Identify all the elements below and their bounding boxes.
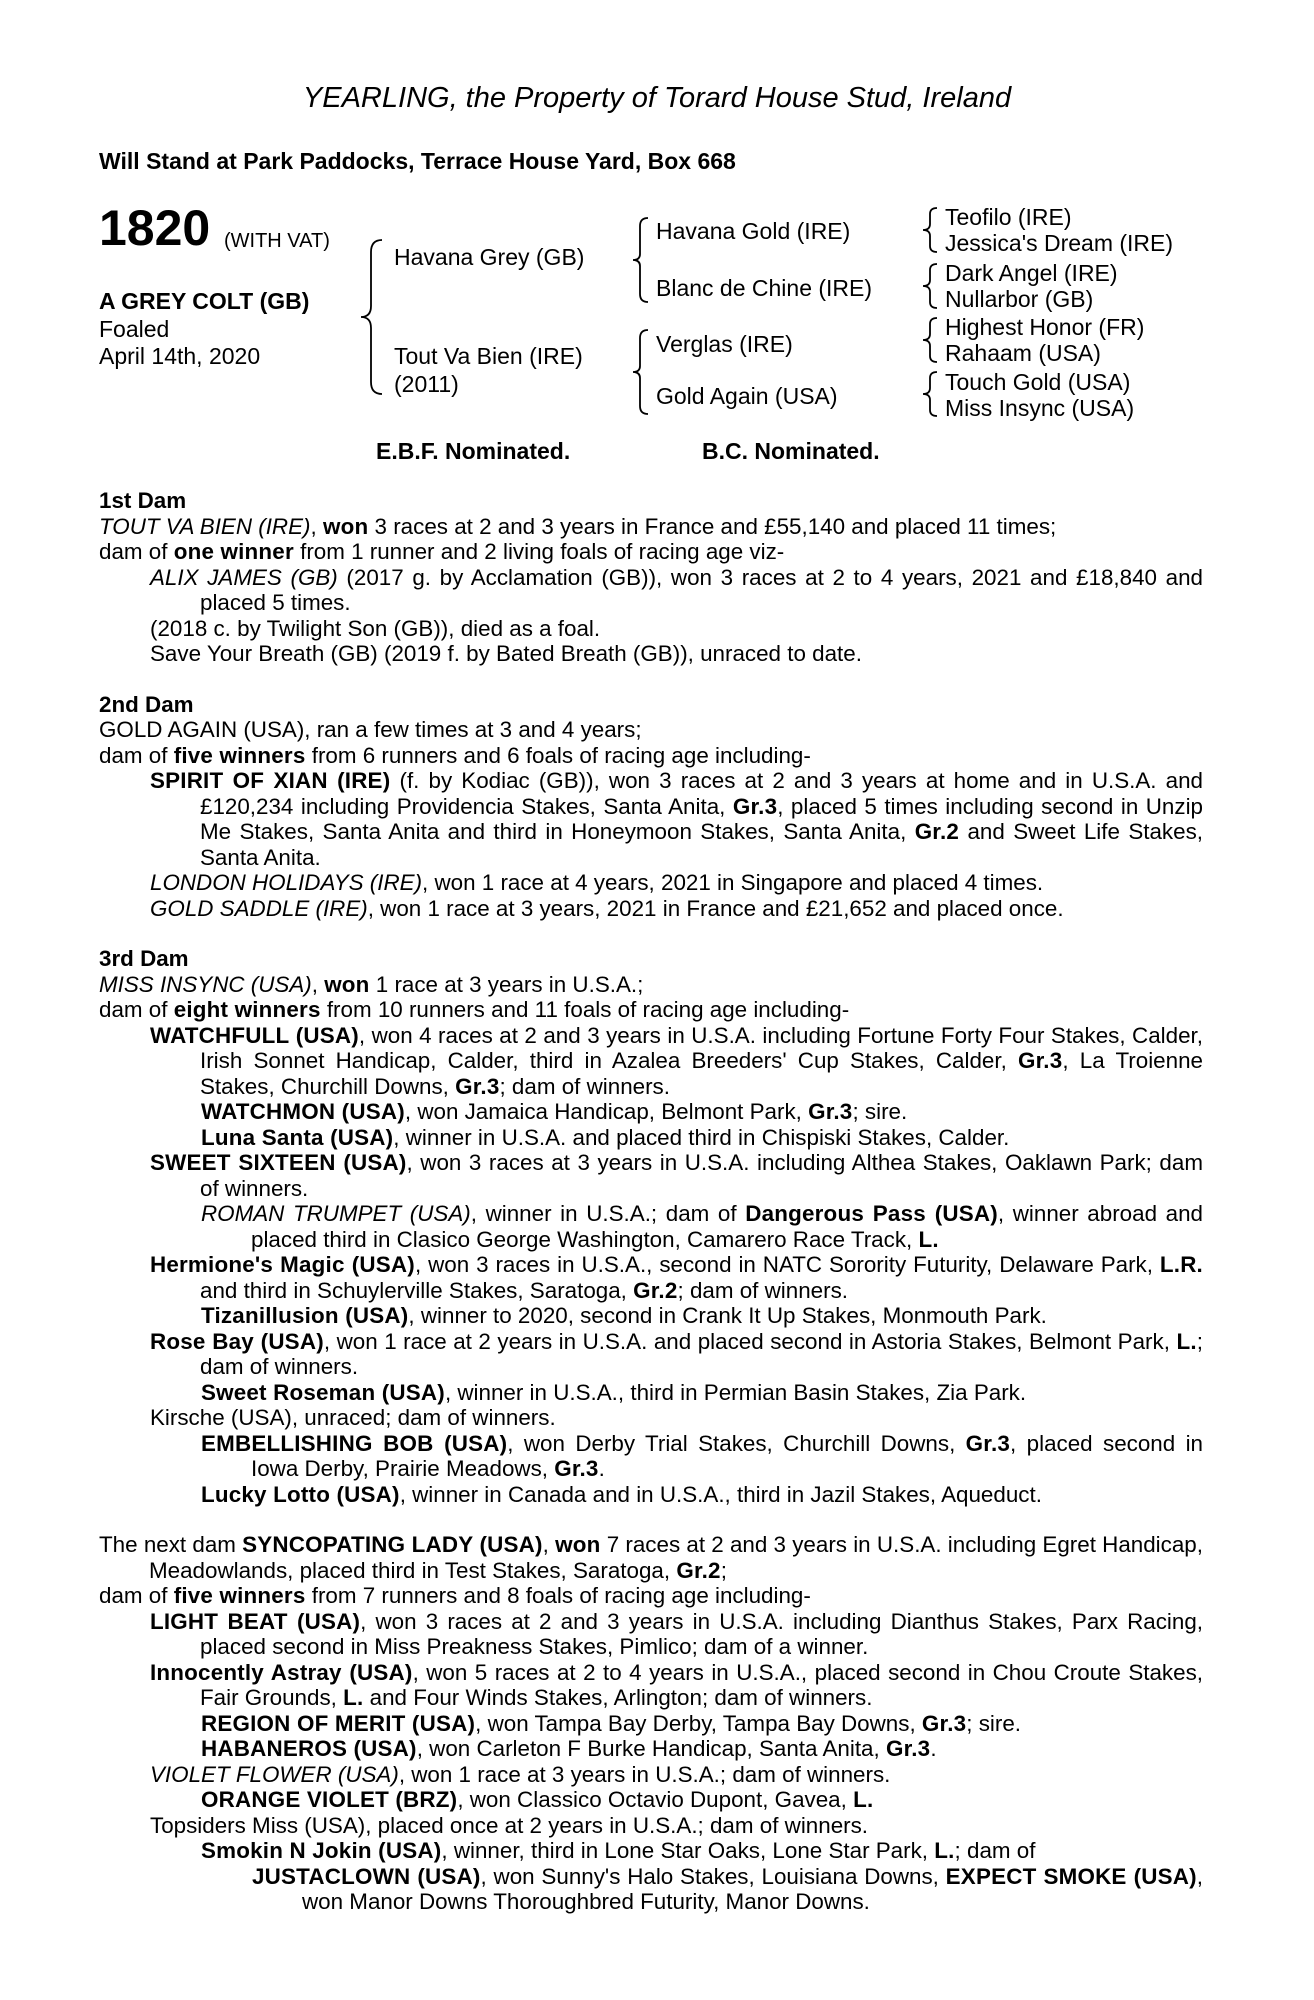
bold-text: SYNCOPATING LADY (USA) (242, 1532, 543, 1557)
entry-text: , won 4 races at 2 and 3 years in U.S.A. including Fortune Forty Four Stakes, Calder, Irish Sonnet Handicap, Calder, third in Azalea Breeders' Cup Stakes, Calder, (200, 1022, 1203, 1073)
vat-note: (WITH VAT) (224, 230, 330, 252)
entry-text: from 7 runners and 8 foals of racing age including- (305, 1583, 811, 1608)
entry-text: ; dam of winners. (499, 1073, 670, 1099)
pedigree-dam-dam: Gold Again (USA) (656, 383, 838, 409)
pedigree-ddd: Miss Insync (USA) (945, 395, 1135, 421)
entry-text: 1 race at 3 years in U.S.A.; (369, 971, 644, 997)
bold-text: one winner (173, 539, 294, 564)
bold-text: JUSTACLOWN (USA) (252, 1863, 481, 1889)
entry-text: , won 3 races in U.S.A., second in NATC Sorority Futurity, Delaware Park, (414, 1252, 1160, 1277)
pedigree-entry (99, 539, 1203, 565)
entry-text: ; sire. (966, 1710, 1022, 1736)
pedigree-entry (99, 997, 1203, 1023)
italic-text: VIOLET FLOWER (USA) (150, 1761, 399, 1787)
entry-text: and Sweet Life Stakes, Santa Anita. (200, 819, 1203, 870)
pedigree-sss: Teofilo (IRE) (945, 204, 1072, 230)
foaled-label: Foaled (99, 316, 170, 342)
pedigree-entry (99, 1787, 1203, 1813)
entry-text: Save Your Breath (GB) (2019 f. by Bated Breath (GB)), unraced to date. (150, 641, 862, 666)
bold-text: Gr.3 (1018, 1048, 1063, 1073)
pedigree-entry (99, 1660, 1203, 1711)
pedigree-entry (99, 972, 1203, 998)
bold-text: Rose Bay (USA) (150, 1328, 324, 1354)
entry-text: , won 1 race at 3 years, 2021 in France and £21,652 and placed once. (367, 895, 1064, 921)
bold-text: five winners (173, 1583, 306, 1608)
pedigree-entry (99, 1431, 1203, 1482)
bold-text: L. (343, 1685, 364, 1710)
pedigree-entry (99, 1864, 1203, 1915)
entry-text: , winner in U.S.A. and placed third in Chispiski Stakes, Calder. (393, 1124, 1010, 1150)
page-title: YEARLING, the Property of Torard House Stud, Ireland (302, 82, 1012, 114)
section-title: 2nd Dam (99, 691, 194, 717)
lot-number: 1820 (99, 200, 211, 256)
pedigree-brace-main (356, 238, 386, 396)
bold-text: L. (918, 1226, 939, 1252)
pedigree-sire-sire: Havana Gold (IRE) (656, 218, 851, 244)
italic-text: LONDON HOLIDAYS (IRE) (150, 870, 423, 895)
pedigree-entry (99, 1609, 1203, 1660)
bold-text: Sweet Roseman (USA) (201, 1379, 445, 1405)
pedigree-dss: Highest Honor (FR) (945, 314, 1145, 340)
entry-text: Topsiders Miss (USA), placed once at 2 years in U.S.A.; dam of winners. (150, 1812, 869, 1838)
pedigree-entry (99, 1762, 1203, 1788)
bold-text: Gr.3 (455, 1073, 500, 1099)
pedigree-entry (99, 1838, 1203, 1864)
pedigree-sire-dam: Blanc de Chine (IRE) (656, 275, 873, 301)
pedigree-ssd: Jessica's Dream (IRE) (945, 230, 1174, 256)
entry-text: dam of (99, 742, 174, 768)
bold-text: L.R. (1159, 1252, 1203, 1277)
pedigree-dsd: Rahaam (USA) (945, 340, 1101, 366)
pedigree-entry (99, 1532, 1203, 1583)
bold-text: Hermione's Magic (USA) (150, 1252, 415, 1277)
bold-text: SPIRIT OF XIAN (IRE) (150, 768, 391, 793)
entry-text: , won Jamaica Handicap, Belmont Park, (404, 1099, 809, 1124)
bold-text: Lucky Lotto (USA) (201, 1481, 400, 1507)
entry-text: and Four Winds Stakes, Arlington; dam of winners. (363, 1685, 873, 1710)
pedigree-entry (99, 1711, 1203, 1737)
dam-section (99, 1532, 1203, 1915)
entry-text: , won Derby Trial Stakes, Churchill Downs, (507, 1430, 966, 1456)
pedigree-entry (99, 1099, 1203, 1125)
entry-text: , (542, 1532, 556, 1557)
foaled-info (99, 316, 260, 370)
pedigree-sds: Dark Angel (IRE) (945, 260, 1118, 286)
pedigree-entry (99, 896, 1203, 922)
bold-text: LIGHT BEAT (USA) (150, 1608, 361, 1634)
entry-text: , winner in U.S.A., third in Permian Basin Stakes, Zia Park. (444, 1379, 1027, 1405)
pedigree-entry (99, 1482, 1203, 1508)
entry-text: , (311, 971, 325, 997)
entry-text: , winner in Canada and in U.S.A., third in Jazil Stakes, Aqueduct. (399, 1481, 1042, 1507)
entry-text: , placed 5 times including second in Unzip Me Stakes, Santa Anita and third in Honeymoon Stakes, Santa Anita, (200, 793, 1204, 844)
pedigree-sire: Havana Grey (GB) (394, 244, 585, 270)
bc-nomination: B.C. Nominated. (702, 438, 880, 464)
pedigree-entry (99, 1329, 1203, 1380)
pedigree-entry (99, 1380, 1203, 1406)
entry-text: , won Tampa Bay Derby, Tampa Bay Downs, (475, 1710, 922, 1736)
lot-description: A GREY COLT (GB) (99, 288, 310, 314)
bold-text: EXPECT SMOKE (USA) (945, 1863, 1197, 1889)
bold-text: L. (934, 1838, 955, 1863)
bold-text: REGION OF MERIT (USA) (201, 1710, 476, 1736)
entry-text: (2017 g. by Acclamation (GB)), won 3 races at 2 to 4 years, 2021 and £18,840 and placed 5 times. (200, 564, 1203, 615)
entry-text: , winner, third in Lone Star Oaks, Lone Star Park, (441, 1838, 935, 1863)
bold-text: WATCHMON (USA) (201, 1099, 405, 1124)
bold-text: Gr.2 (633, 1277, 678, 1303)
pedigree-dam-year: (2011) (394, 371, 459, 397)
entry-text: Kirsche (USA), unraced; dam of winners. (150, 1405, 556, 1430)
pedigree-entry (99, 616, 1203, 642)
bold-text: Gr.3 (965, 1430, 1011, 1456)
bold-text: ORANGE VIOLET (BRZ) (201, 1787, 458, 1812)
pedigree-entry (99, 743, 1203, 769)
pedigree-entry (99, 514, 1203, 540)
bold-text: L. (853, 1787, 874, 1812)
entry-text: (f. by Kodiac (GB)), won 3 races at 2 and 3 years at home and in U.S.A. and £120,234 including Providencia Stakes, Santa Anita, (200, 768, 1203, 819)
pedigree-entry (99, 1252, 1203, 1303)
entry-text: , winner to 2020, second in Crank It Up Stakes, Monmouth Park. (408, 1303, 1047, 1328)
dam-sections (99, 488, 1203, 1940)
pedigree-brace-ds (920, 316, 940, 364)
italic-text: ALIX JAMES (GB) (150, 564, 338, 590)
pedigree-brace-sire (629, 216, 651, 304)
pedigree-sdd: Nullarbor (GB) (945, 286, 1094, 312)
bold-text: Innocently Astray (USA) (150, 1659, 413, 1685)
dam-section (99, 488, 1203, 667)
bold-text: Gr.2 (676, 1557, 721, 1583)
bold-text: Smokin N Jokin (USA) (201, 1838, 442, 1863)
bold-text: eight winners (173, 997, 321, 1022)
bold-text: Gr.3 (732, 793, 778, 819)
bold-text: Dangerous Pass (USA) (745, 1201, 998, 1226)
pedigree-entry (99, 1023, 1203, 1100)
entry-text: , La Troienne Stakes, Churchill Downs, (200, 1048, 1203, 1099)
bold-text: EMBELLISHING BOB (USA) (201, 1430, 508, 1456)
pedigree-entry (99, 768, 1203, 870)
entry-text: , won 1 race at 2 years in U.S.A. and placed second in Astoria Stakes, Belmont Park, (323, 1328, 1177, 1354)
bold-text: Tizanillusion (USA) (201, 1303, 409, 1328)
pedigree-entry (99, 1736, 1203, 1762)
pedigree-entry (99, 717, 1203, 743)
entry-text: 7 races at 2 and 3 years in U.S.A. including Egret Handicap, Meadowlands, placed third in Test Stakes, Saratoga, (149, 1532, 1203, 1583)
entry-text: , won 1 race at 4 years, 2021 in Singapore and placed 4 times. (422, 870, 1044, 895)
bold-text: SWEET SIXTEEN (USA) (150, 1150, 407, 1175)
stand-location: Will Stand at Park Paddocks, Terrace House Yard, Box 668 (99, 148, 736, 174)
entry-text: and third in Schuylerville Stakes, Saratoga, (200, 1277, 634, 1303)
ebf-nomination: E.B.F. Nominated. (376, 438, 571, 464)
entry-text: . (930, 1736, 937, 1761)
entry-text: , won 3 races at 3 years in U.S.A. including Althea Stakes, Oaklawn Park; dam of winners. (200, 1150, 1203, 1201)
dam-section (99, 692, 1203, 922)
pedigree-entry (99, 1583, 1203, 1609)
bold-text: Luna Santa (USA) (201, 1124, 394, 1150)
entry-text: from 1 runner and 2 living foals of racing age viz- (293, 539, 785, 564)
italic-text: GOLD SADDLE (IRE) (150, 895, 368, 921)
pedigree-entry (99, 870, 1203, 896)
pedigree-entry (99, 565, 1203, 616)
pedigree-dam: Tout Va Bien (IRE) (394, 343, 583, 369)
pedigree-brace-ss (920, 206, 940, 254)
bold-text: Gr.3 (808, 1099, 853, 1124)
bold-text: won (324, 971, 370, 997)
section-title: 3rd Dam (99, 946, 189, 971)
bold-text: Gr.3 (885, 1736, 931, 1761)
bold-text: Gr.3 (921, 1710, 967, 1736)
foaled-date: April 14th, 2020 (99, 343, 261, 369)
entry-text: , won 1 race at 3 years in U.S.A.; dam of winners. (398, 1761, 891, 1787)
entry-text: from 10 runners and 11 foals of racing age including- (320, 997, 850, 1022)
entry-text: The next dam (99, 1532, 243, 1557)
entry-text: . (598, 1456, 605, 1481)
entry-text: , won 3 races at 2 and 3 years in U.S.A. including Dianthus Stakes, Parx Racing, placed second in Miss Preakness Stakes, Pimlico; dam of a winner. (200, 1608, 1204, 1659)
entry-text: , won Classico Octavio Dupont, Gavea, (457, 1787, 854, 1812)
bold-text: Gr.3 (554, 1456, 599, 1481)
pedigree-dds: Touch Gold (USA) (945, 369, 1131, 395)
entry-text: ; (720, 1557, 727, 1583)
bold-text: won (555, 1532, 601, 1557)
italic-text: ROMAN TRUMPET (USA) (201, 1201, 471, 1226)
bold-text: WATCHFULL (USA) (150, 1022, 359, 1048)
entry-text: (2018 c. by Twilight Son (GB)), died as a foal. (150, 615, 601, 641)
pedigree-entry (99, 1150, 1203, 1201)
pedigree-brace-dam (629, 328, 651, 416)
entry-text: , won Sunny's Halo Stakes, Louisiana Downs, (480, 1863, 946, 1889)
entry-text: ; dam of winners. (677, 1277, 848, 1303)
italic-text: MISS INSYNC (USA) (99, 971, 312, 997)
entry-text: , winner abroad and placed third in Clasico George Washington, Camarero Race Track, (251, 1201, 1203, 1252)
pedigree-brace-dd (920, 370, 940, 418)
bold-text: L. (1176, 1328, 1197, 1354)
pedigree-entry (99, 1813, 1203, 1839)
italic-text: TOUT VA BIEN (IRE) (99, 513, 311, 539)
entry-text: , won Manor Downs Thoroughbred Futurity, Manor Downs. (302, 1863, 1204, 1914)
entry-text: , won 5 races at 2 to 4 years in U.S.A., placed second in Chou Croute Stakes, Fair Grounds, (200, 1659, 1203, 1710)
entry-text: ; dam of winners. (200, 1328, 1203, 1379)
pedigree-dam-sire: Verglas (IRE) (656, 331, 793, 357)
dam-section (99, 946, 1203, 1507)
bold-text: won (322, 513, 369, 539)
entry-text: from 6 runners and 6 foals of racing age including- (305, 742, 811, 768)
pedigree-entry (99, 1405, 1203, 1431)
pedigree-brace-sd (920, 262, 940, 310)
pedigree-entry (99, 1125, 1203, 1151)
entry-text: ; sire. (852, 1099, 908, 1124)
entry-text: GOLD AGAIN (USA), ran a few times at 3 and 4 years; (99, 717, 642, 742)
entry-text: , placed second in Iowa Derby, Prairie Meadows, (251, 1430, 1203, 1481)
entry-text: dam of (99, 997, 174, 1022)
bold-text: Gr.2 (914, 819, 960, 844)
entry-text: , winner in U.S.A.; dam of (470, 1201, 746, 1226)
pedigree-entry (99, 1303, 1203, 1329)
bold-text: five winners (173, 742, 306, 768)
entry-text: , won Carleton F Burke Handicap, Santa Anita, (416, 1736, 886, 1761)
entry-text: dam of (99, 1583, 174, 1608)
entry-text: 3 races at 2 and 3 years in France and £55,140 and placed 11 times; (368, 513, 1057, 539)
entry-text: , (310, 513, 323, 539)
pedigree-entry (99, 1201, 1203, 1252)
section-title: 1st Dam (99, 488, 187, 513)
bold-text: HABANEROS (USA) (201, 1736, 417, 1761)
pedigree-entry (99, 641, 1203, 667)
entry-text: dam of (99, 539, 174, 564)
entry-text: ; dam of (954, 1838, 1036, 1863)
